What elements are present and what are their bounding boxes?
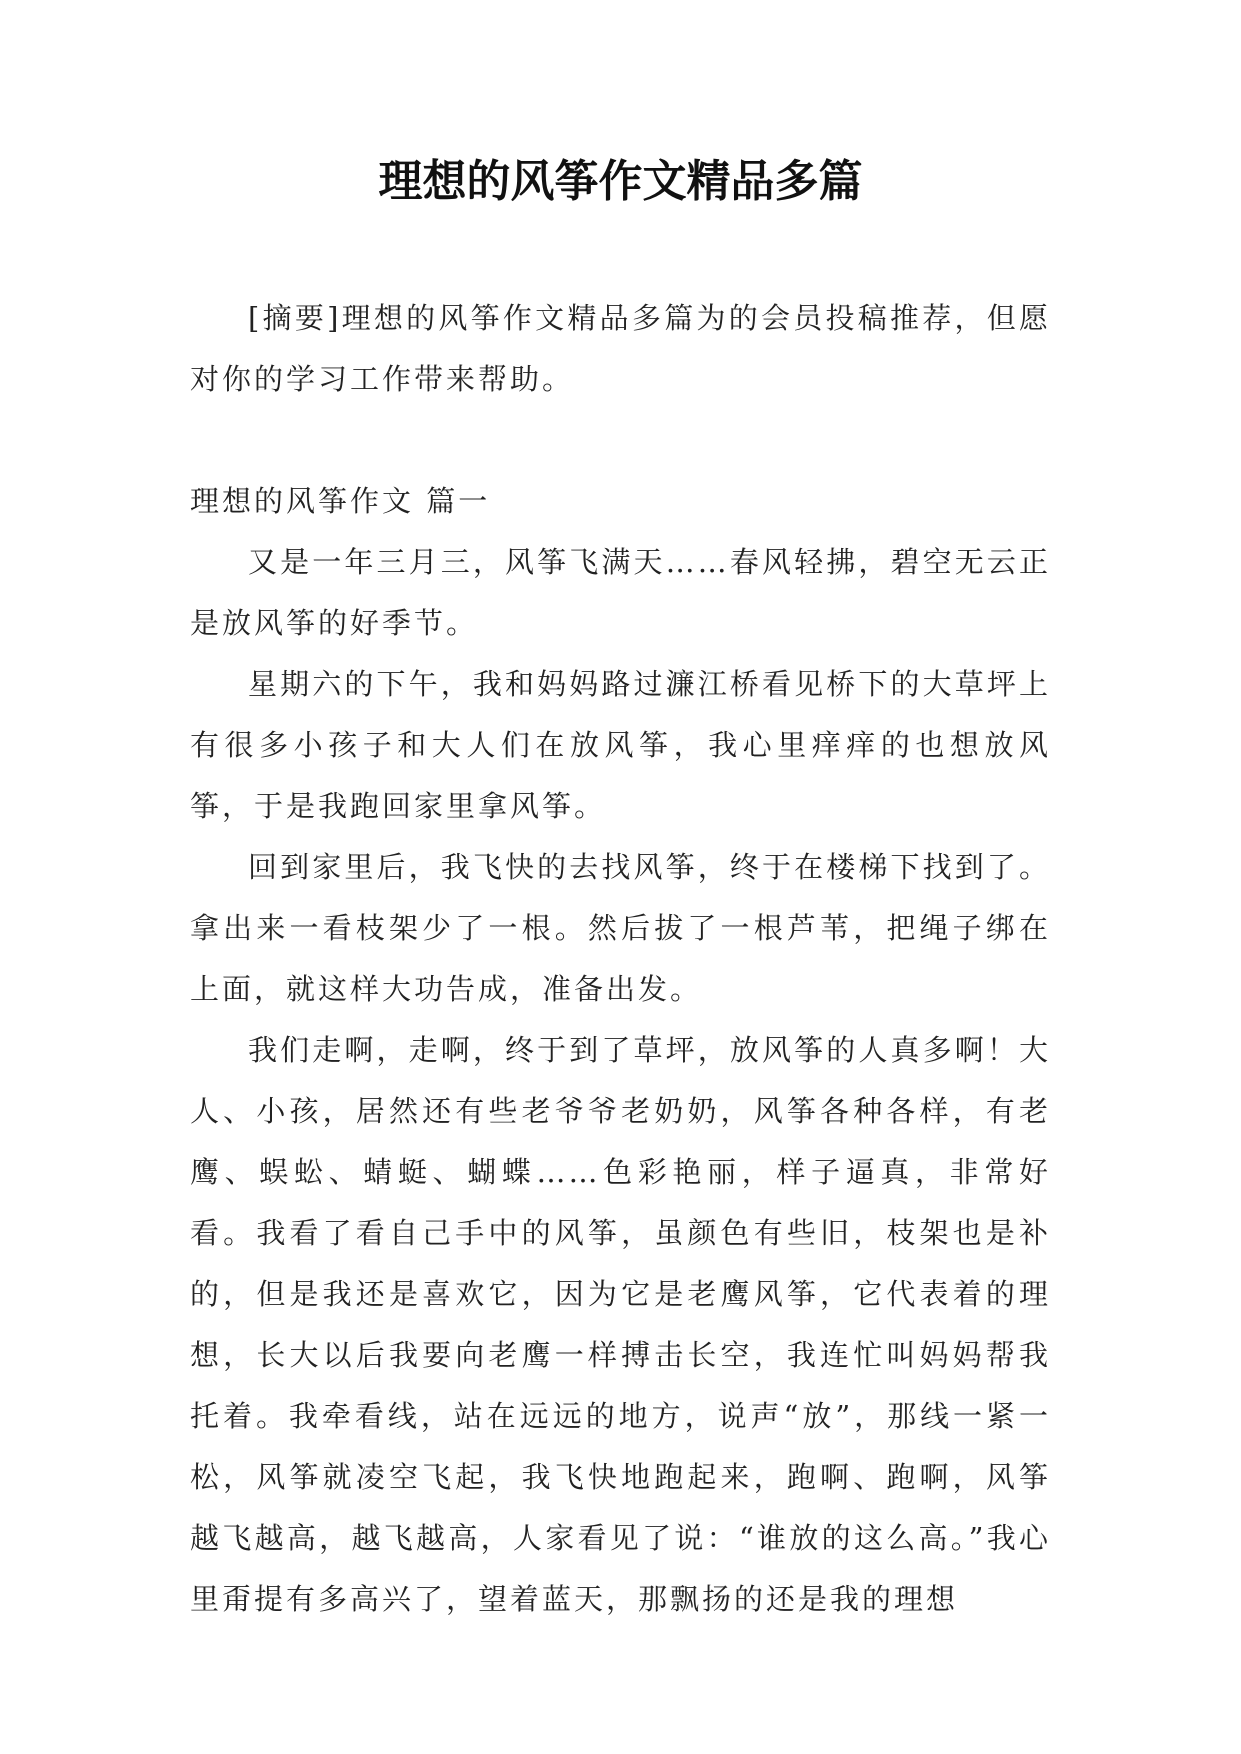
body-paragraph: 星期六的下午，我和妈妈路过濂江桥看见桥下的大草坪上有很多小孩子和大人们在放风筝，我心里痒痒的也想放风筝，于是我跑回家里拿风筝。 [190, 667, 1051, 823]
body-paragraph: 回到家里后，我飞快的去找风筝，终于在楼梯下找到了。拿出来一看枝架少了一根。然后拔了一根芦苇，把绳子绑在上面，就这样大功告成，准备出发。 [190, 850, 1051, 1006]
document-title: 理想的风筝作文精品多篇 [378, 156, 863, 207]
body-paragraph: 又是一年三月三，风筝飞满天……春风轻拂，碧空无云正是放风筝的好季节。 [190, 545, 1051, 640]
section-heading: 理想的风筝作文 篇一 [190, 484, 491, 518]
document-body [190, 288, 1051, 1630]
summary-paragraph: [摘要]理想的风筝作文精品多篇为的会员投稿推荐，但愿对你的学习工作带来帮助。 [190, 301, 1051, 396]
body-paragraph: 我们走啊，走啊，终于到了草坪，放风筝的人真多啊！大人、小孩，居然还有些老爷爷老奶奶，风筝各种各样，有老鹰、蜈蚣、蜻蜓、蝴蝶……色彩艳丽，样子逼真，非常好看。我看了看自己手中的风筝，虽颜色有些旧，枝架也是补的，但是我还是喜欢它，因为它是老鹰风筝，它代表着的理想，长大以后我要向老鹰一样搏击长空，我连忙叫妈妈帮我托着。我牵看线，站在远远的地方，说声“放”，那线一紧一松，风筝就凌空飞起，我飞快地跑起来，跑啊、跑啊，风筝越飞越高，越飞越高，人家看见了说：“谁放的这么高。”我心里甭提有多高兴了，望着蓝天，那飘扬的还是我的理想 [190, 1033, 1051, 1616]
